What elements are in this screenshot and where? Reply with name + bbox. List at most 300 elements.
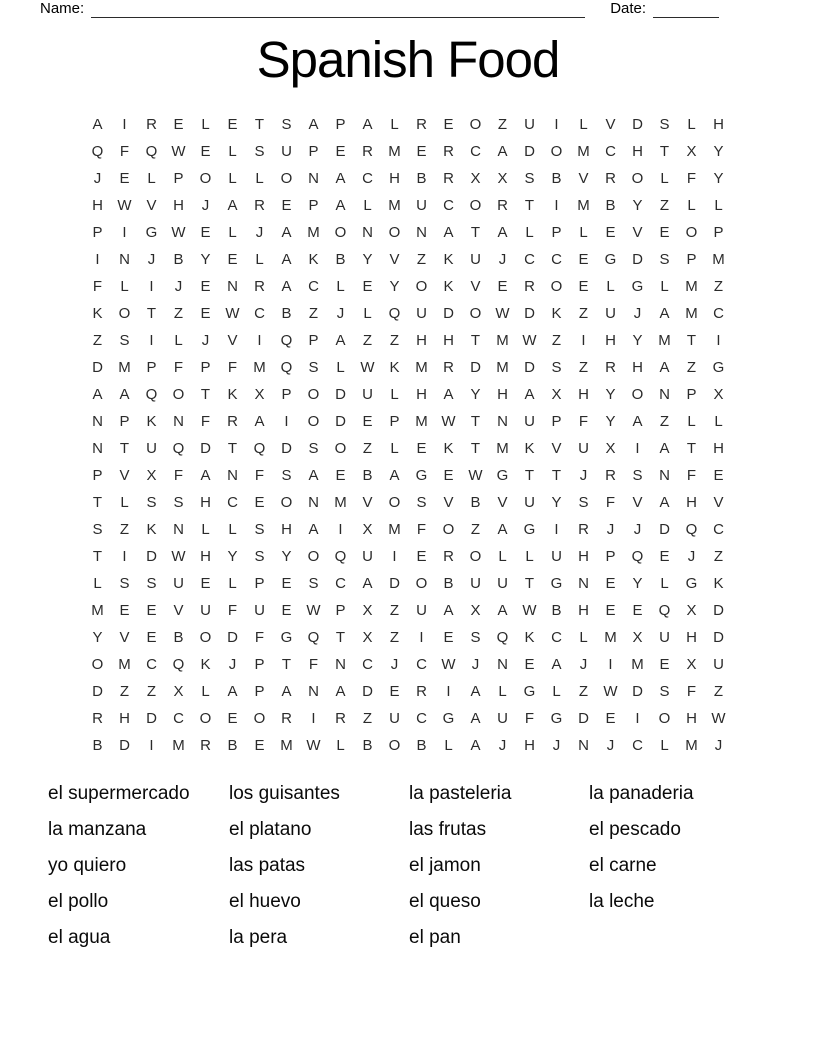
grid-letter: B xyxy=(92,737,103,754)
grid-letter: D xyxy=(659,521,670,538)
date-fill-line xyxy=(653,2,719,18)
grid-letter: S xyxy=(281,467,292,484)
grid-letter: L xyxy=(660,575,669,592)
word-item: las patas xyxy=(229,855,306,876)
grid-letter: H xyxy=(632,359,643,376)
grid-letter: M xyxy=(280,737,293,754)
grid-letter: B xyxy=(416,170,427,187)
grid-letter: W xyxy=(468,467,483,484)
grid-letter: Q xyxy=(388,305,401,322)
grid-letter: O xyxy=(307,413,320,430)
word-item: el agua xyxy=(48,927,111,948)
grid-letter: C xyxy=(551,251,562,268)
grid-letter: P xyxy=(200,359,211,376)
grid-letter: B xyxy=(281,305,292,322)
grid-letter: D xyxy=(281,440,292,457)
word-item: la panaderia xyxy=(589,783,694,804)
grid-letter: N xyxy=(92,413,103,430)
grid-letter: W xyxy=(522,602,537,619)
grid-letter: L xyxy=(660,278,669,295)
grid-letter: P xyxy=(713,224,724,241)
grid-letter: S xyxy=(308,440,319,457)
grid-letter: S xyxy=(281,116,292,133)
grid-letter: G xyxy=(280,629,293,646)
grid-letter: Q xyxy=(631,548,644,565)
grid-letter: O xyxy=(469,197,482,214)
grid-letter: U xyxy=(281,143,292,160)
grid-letter: Z xyxy=(497,116,508,133)
grid-letter: J xyxy=(606,737,615,754)
grid-letter: X xyxy=(605,440,616,457)
grid-letter: R xyxy=(605,170,616,187)
grid-letter: C xyxy=(551,629,562,646)
grid-letter: Y xyxy=(605,413,616,430)
grid-letter: Y xyxy=(632,197,643,214)
grid-letter: W xyxy=(711,710,726,727)
word-item: el supermercado xyxy=(48,783,190,804)
grid-letter: L xyxy=(147,170,156,187)
name-label: Name: xyxy=(40,0,85,17)
grid-letter: P xyxy=(308,197,319,214)
grid-letter: S xyxy=(632,467,643,484)
grid-letter: Z xyxy=(389,602,400,619)
grid-letter: I xyxy=(284,413,289,430)
grid-letter: H xyxy=(578,548,589,565)
grid-letter: L xyxy=(390,116,399,133)
grid-letter: O xyxy=(118,305,131,322)
grid-letter: I xyxy=(311,710,316,727)
grid-letter: Z xyxy=(92,332,103,349)
grid-letter: F xyxy=(227,602,238,619)
grid-letter: A xyxy=(308,521,319,538)
grid-letter: B xyxy=(470,494,481,511)
grid-letter: E xyxy=(713,467,724,484)
grid-letter: C xyxy=(227,494,238,511)
word-list-column xyxy=(229,777,409,957)
grid-letter: I xyxy=(554,521,559,538)
grid-letter: B xyxy=(416,737,427,754)
grid-letter: Q xyxy=(280,332,293,349)
grid-letter: E xyxy=(605,602,616,619)
grid-letter: X xyxy=(362,521,373,538)
grid-letter: M xyxy=(631,656,644,673)
grid-letter: Z xyxy=(470,521,481,538)
grid-letter: N xyxy=(578,575,589,592)
grid-letter: U xyxy=(173,575,184,592)
grid-letter: C xyxy=(335,575,346,592)
grid-letter: A xyxy=(281,251,292,268)
grid-letter: C xyxy=(713,305,724,322)
grid-letter: A xyxy=(308,467,319,484)
grid-letter: O xyxy=(631,386,644,403)
grid-letter: F xyxy=(200,413,211,430)
grid-letter: W xyxy=(171,548,186,565)
grid-letter: P xyxy=(146,359,157,376)
grid-letter: F xyxy=(578,413,589,430)
grid-letter: A xyxy=(524,386,535,403)
grid-letter: Z xyxy=(146,683,157,700)
grid-letter: N xyxy=(227,278,238,295)
grid-letter: N xyxy=(416,224,427,241)
grid-letter: O xyxy=(388,737,401,754)
grid-letter: Y xyxy=(92,629,103,646)
grid-letter: R xyxy=(416,683,427,700)
grid-letter: Y xyxy=(551,494,562,511)
grid-letter: R xyxy=(524,278,535,295)
grid-letter: Z xyxy=(686,359,697,376)
grid-letter: R xyxy=(578,521,589,538)
grid-letter: J xyxy=(228,656,237,673)
grid-letter: H xyxy=(416,332,427,349)
grid-letter: P xyxy=(173,170,184,187)
grid-letter: L xyxy=(201,521,210,538)
grid-letter: J xyxy=(498,251,507,268)
grid-letter: Y xyxy=(605,386,616,403)
grid-letter: B xyxy=(362,737,373,754)
grid-letter: K xyxy=(146,521,157,538)
grid-letter: N xyxy=(308,494,319,511)
grid-letter: A xyxy=(497,224,508,241)
grid-letter: V xyxy=(497,494,508,511)
grid-letter: A xyxy=(254,413,265,430)
grid-letter: U xyxy=(470,251,481,268)
grid-letter: A xyxy=(443,386,454,403)
grid-letter: M xyxy=(496,440,509,457)
grid-letter: D xyxy=(713,629,724,646)
grid-letter: P xyxy=(389,413,400,430)
grid-letter: V xyxy=(119,629,130,646)
grid-letter: J xyxy=(390,656,399,673)
grid-letter: C xyxy=(605,143,616,160)
grid-letter: E xyxy=(389,683,400,700)
grid-letter: O xyxy=(388,224,401,241)
grid-letter: E xyxy=(200,278,211,295)
grid-letter: N xyxy=(308,170,319,187)
grid-letter: W xyxy=(522,332,537,349)
grid-letter: D xyxy=(362,683,373,700)
grid-letter: W xyxy=(441,656,456,673)
grid-letter: O xyxy=(334,440,347,457)
grid-letter: I xyxy=(716,332,721,349)
grid-letter: O xyxy=(280,170,293,187)
grid-letter: J xyxy=(687,548,696,565)
header-row xyxy=(40,0,741,18)
grid-letter: D xyxy=(524,359,535,376)
word-list-column xyxy=(589,777,769,957)
grid-letter: A xyxy=(470,737,481,754)
grid-letter: J xyxy=(93,170,102,187)
grid-letter: Q xyxy=(496,629,509,646)
grid-letter: D xyxy=(119,737,130,754)
grid-letter: A xyxy=(470,683,481,700)
grid-letter: A xyxy=(659,359,670,376)
grid-letter: I xyxy=(149,332,154,349)
grid-letter: Z xyxy=(362,710,373,727)
grid-letter: G xyxy=(145,224,158,241)
grid-letter: H xyxy=(200,548,211,565)
grid-letter: O xyxy=(415,575,428,592)
grid-letter: W xyxy=(171,143,186,160)
grid-letter: Z xyxy=(119,683,130,700)
grid-letter: P xyxy=(551,224,562,241)
grid-letter: R xyxy=(443,143,454,160)
grid-letter: R xyxy=(443,170,454,187)
grid-letter: O xyxy=(307,548,320,565)
grid-letter: E xyxy=(173,116,184,133)
grid-letter: T xyxy=(281,656,292,673)
grid-letter: K xyxy=(524,629,535,646)
grid-letter: A xyxy=(659,440,670,457)
grid-letter: L xyxy=(228,143,237,160)
grid-letter: B xyxy=(551,602,562,619)
grid-letter: O xyxy=(658,710,671,727)
grid-letter: A xyxy=(470,710,481,727)
grid-letter: N xyxy=(335,656,346,673)
grid-letter: N xyxy=(659,386,670,403)
grid-letter: K xyxy=(92,305,103,322)
grid-letter: X xyxy=(173,683,184,700)
grid-letter: L xyxy=(390,440,399,457)
grid-letter: P xyxy=(92,467,103,484)
grid-letter: H xyxy=(200,494,211,511)
grid-letter: X xyxy=(470,602,481,619)
grid-letter: L xyxy=(363,305,372,322)
grid-letter: O xyxy=(253,710,266,727)
grid-letter: M xyxy=(685,278,698,295)
grid-letter: E xyxy=(443,629,454,646)
grid-letter: U xyxy=(200,602,211,619)
grid-letter: S xyxy=(470,629,481,646)
grid-letter: T xyxy=(470,332,481,349)
grid-letter: L xyxy=(336,278,345,295)
grid-letter: O xyxy=(280,494,293,511)
grid-letter: E xyxy=(497,278,508,295)
grid-letter: G xyxy=(550,575,563,592)
grid-letter: Y xyxy=(470,386,481,403)
grid-letter: S xyxy=(254,521,265,538)
grid-letter: J xyxy=(633,521,642,538)
grid-letter: E xyxy=(281,602,292,619)
grid-letter: K xyxy=(200,656,211,673)
grid-letter: I xyxy=(122,548,127,565)
grid-letter: U xyxy=(524,413,535,430)
grid-letter: E xyxy=(416,548,427,565)
grid-letter: L xyxy=(579,224,588,241)
grid-letter: N xyxy=(173,521,184,538)
word-item: la pera xyxy=(229,927,288,948)
grid-letter: P xyxy=(254,575,265,592)
grid-letter: T xyxy=(524,197,535,214)
grid-letter: A xyxy=(335,332,346,349)
grid-letter: I xyxy=(554,197,559,214)
word-item: los guisantes xyxy=(229,783,340,804)
grid-letter: F xyxy=(92,278,103,295)
grid-letter: F xyxy=(686,170,697,187)
grid-letter: Q xyxy=(658,602,671,619)
grid-letter: R xyxy=(497,197,508,214)
grid-letter: M xyxy=(712,251,725,268)
grid-letter: P xyxy=(308,143,319,160)
grid-letter: H xyxy=(713,440,724,457)
grid-letter: S xyxy=(659,683,670,700)
grid-letter: S xyxy=(146,575,157,592)
grid-letter: H xyxy=(632,143,643,160)
grid-letter: M xyxy=(496,359,509,376)
grid-letter: H xyxy=(443,332,454,349)
grid-letter: N xyxy=(92,440,103,457)
word-item: el queso xyxy=(409,891,481,912)
grid-letter: L xyxy=(579,116,588,133)
grid-letter: Q xyxy=(685,521,698,538)
grid-letter: L xyxy=(201,116,210,133)
grid-letter: G xyxy=(415,467,428,484)
grid-letter: Z xyxy=(389,629,400,646)
grid-letter: A xyxy=(362,116,373,133)
grid-letter: C xyxy=(173,710,184,727)
grid-letter: J xyxy=(633,305,642,322)
grid-letter: T xyxy=(335,629,346,646)
grid-letter: K xyxy=(713,575,724,592)
grid-letter: F xyxy=(254,629,265,646)
grid-letter: M xyxy=(685,305,698,322)
grid-letter: M xyxy=(334,494,347,511)
grid-letter: M xyxy=(388,197,401,214)
grid-letter: Z xyxy=(578,305,589,322)
grid-letter: D xyxy=(524,143,535,160)
grid-letter: S xyxy=(659,116,670,133)
grid-letter: V xyxy=(632,224,643,241)
grid-letter: L xyxy=(660,737,669,754)
grid-letter: S xyxy=(551,359,562,376)
grid-letter: I xyxy=(257,332,262,349)
grid-letter: J xyxy=(498,737,507,754)
grid-letter: T xyxy=(470,224,481,241)
grid-letter: A xyxy=(497,521,508,538)
grid-letter: E xyxy=(659,548,670,565)
grid-letter: O xyxy=(469,548,482,565)
grid-letter: U xyxy=(416,197,427,214)
grid-letter: H xyxy=(281,521,292,538)
grid-letter: A xyxy=(119,386,130,403)
grid-letter: J xyxy=(174,278,183,295)
grid-letter: J xyxy=(714,737,723,754)
grid-letter: Z xyxy=(551,332,562,349)
word-item: el pescado xyxy=(589,819,681,840)
grid-letter: E xyxy=(119,602,130,619)
grid-letter: X xyxy=(362,602,373,619)
grid-letter: E xyxy=(578,251,589,268)
grid-letter: A xyxy=(362,575,373,592)
grid-letter: R xyxy=(92,710,103,727)
grid-letter: B xyxy=(173,629,184,646)
grid-letter: L xyxy=(228,521,237,538)
grid-letter: K xyxy=(389,359,400,376)
grid-letter: D xyxy=(389,575,400,592)
grid-letter: D xyxy=(443,305,454,322)
grid-letter: V xyxy=(632,494,643,511)
word-item: el platano xyxy=(229,819,312,840)
grid-letter: Q xyxy=(334,548,347,565)
grid-letter: O xyxy=(415,278,428,295)
word-item: el carne xyxy=(589,855,657,876)
grid-letter: U xyxy=(578,440,589,457)
grid-letter: N xyxy=(119,251,130,268)
grid-letter: A xyxy=(200,467,211,484)
grid-letter: F xyxy=(605,494,616,511)
grid-letter: M xyxy=(496,332,509,349)
grid-letter: L xyxy=(255,251,264,268)
grid-letter: L xyxy=(228,170,237,187)
grid-letter: L xyxy=(498,683,507,700)
grid-letter: N xyxy=(308,683,319,700)
word-item: la leche xyxy=(589,891,655,912)
grid-letter: E xyxy=(146,602,157,619)
grid-letter: J xyxy=(606,521,615,538)
grid-letter: B xyxy=(227,737,238,754)
grid-letter: J xyxy=(579,467,588,484)
grid-letter: Y xyxy=(200,251,211,268)
grid-letter: R xyxy=(605,359,616,376)
grid-letter: E xyxy=(227,251,238,268)
grid-letter: M xyxy=(604,629,617,646)
grid-letter: Y xyxy=(713,143,724,160)
grid-letter: S xyxy=(119,575,130,592)
grid-letter: B xyxy=(335,251,346,268)
grid-letter: E xyxy=(524,656,535,673)
grid-letter: E xyxy=(200,575,211,592)
grid-letter: D xyxy=(713,602,724,619)
grid-letter: A xyxy=(281,278,292,295)
grid-letter: Q xyxy=(172,440,185,457)
grid-letter: U xyxy=(362,386,373,403)
grid-letter: S xyxy=(173,494,184,511)
grid-letter: H xyxy=(686,710,697,727)
grid-letter: A xyxy=(659,494,670,511)
grid-letter: S xyxy=(308,359,319,376)
grid-letter: E xyxy=(605,575,616,592)
grid-letter: J xyxy=(147,251,156,268)
grid-letter: A xyxy=(92,116,103,133)
grid-letter: L xyxy=(228,224,237,241)
grid-letter: F xyxy=(173,359,184,376)
grid-letter: M xyxy=(172,737,185,754)
grid-letter: H xyxy=(605,332,616,349)
grid-letter: A xyxy=(281,224,292,241)
grid-letter: M xyxy=(118,656,131,673)
grid-letter: Q xyxy=(253,440,266,457)
grid-letter: S xyxy=(254,548,265,565)
grid-letter: L xyxy=(525,224,534,241)
grid-letter: K xyxy=(443,251,454,268)
grid-letter: Q xyxy=(91,143,104,160)
grid-letter: X xyxy=(254,386,265,403)
grid-letter: S xyxy=(146,494,157,511)
grid-letter: X xyxy=(551,386,562,403)
grid-letter: W xyxy=(171,224,186,241)
grid-letter: P xyxy=(281,386,292,403)
grid-letter: U xyxy=(416,602,427,619)
grid-letter: U xyxy=(416,305,427,322)
grid-letter: L xyxy=(363,197,372,214)
grid-letter: P xyxy=(308,332,319,349)
grid-letter: E xyxy=(119,170,130,187)
grid-letter: C xyxy=(713,521,724,538)
grid-letter: E xyxy=(416,143,427,160)
grid-letter: F xyxy=(173,467,184,484)
grid-letter: P xyxy=(254,683,265,700)
grid-letter: U xyxy=(605,305,616,322)
grid-letter: Y xyxy=(227,548,238,565)
